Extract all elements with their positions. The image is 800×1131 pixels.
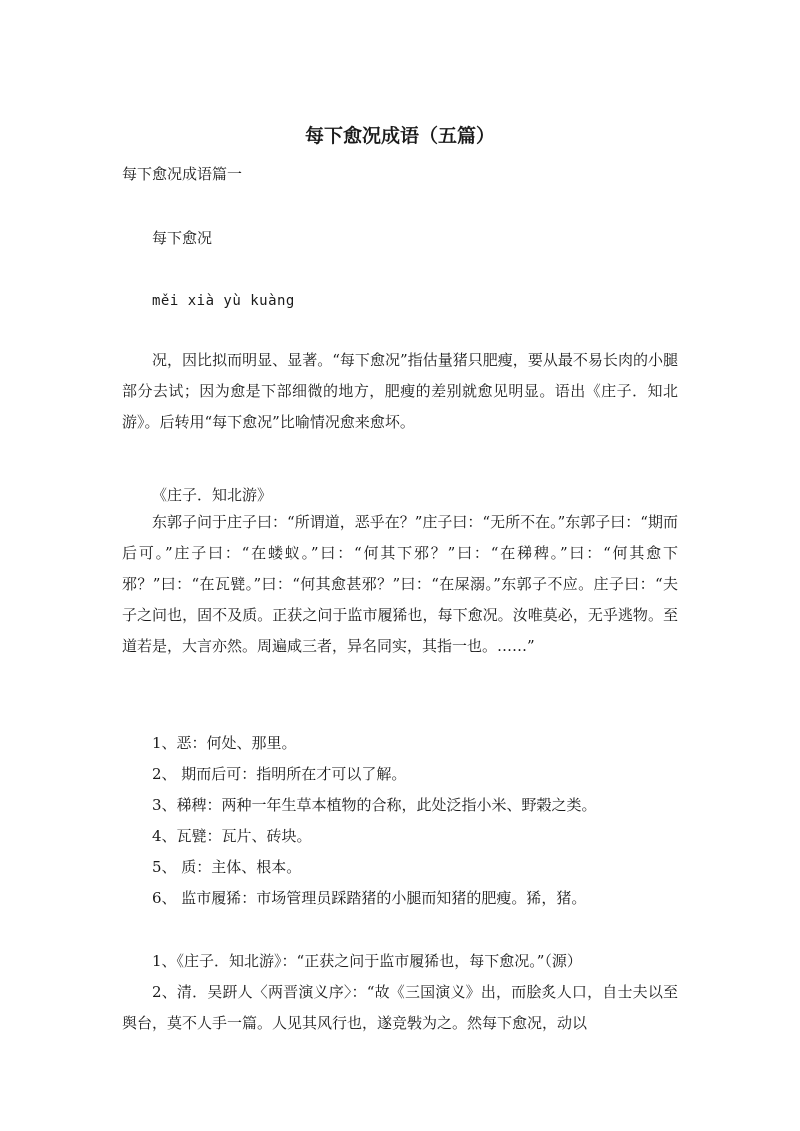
usage-example-1: 1、《庄子．知北游》：“正获之问于监市履狶也，每下愈况。”（源）	[152, 952, 582, 970]
source-text: 东郭子问于庄子曰：“所谓道，恶乎在？”庄子曰：“无所不在。”东郭子曰：“期而后可。”庄子曰：“在蝼蚁。”曰：“何其下邪？”曰：“在稊稗。”曰：“何其愈下邪？”曰：“在瓦甓。”曰：“何其愈甚邪？”曰：“在屎溺。”东郭子不应。庄子曰：“夫子之问也，固不及质。正获之问于监市履狶也，每下愈况。汝唯莫必，无乎逃物。至道若是，大言亦然。周遍咸三者，异名同实，其指一也。……”	[122, 513, 678, 655]
idiom-explanation: 况，因比拟而明显、显著。“每下愈况”指估量猪只肥瘦，要从最不易长肉的小腿部分去试；因为愈是下部细微的地方，肥瘦的差别就愈见明显。语出《庄子．知北游》。后转用“每下愈况”比喻情况愈来愈坏。	[122, 351, 678, 431]
note-item: 2、 期而后可：指明所在才可以了解。	[152, 765, 407, 783]
note-item: 6、 监市履狶：市场管理员踩踏猪的小腿而知猪的肥瘦。狶，猪。	[152, 889, 587, 907]
document-title: 每下愈况成语（五篇）	[304, 125, 495, 147]
source-title: 《庄子．知北游》	[152, 486, 273, 504]
note-item: 4、瓦甓：瓦片、砖块。	[152, 827, 312, 845]
idiom-pinyin: měi xià yù kuàng	[152, 293, 295, 309]
usage-example-2: 2、清．吴趼人〈两晋演义序〉：“故《三国演义》出，而脍炙人口，自士夫以至舆台，莫不人手一篇。人见其风行也，遂竞斅为之。然每下愈况，动以	[122, 983, 678, 1032]
note-item: 1、恶：何处、那里。	[152, 734, 297, 752]
note-item: 3、稊稗：两种一年生草本植物的合称，此处泛指小米、野榖之类。	[152, 796, 597, 814]
section-heading: 每下愈况成语篇一	[122, 165, 243, 183]
note-item: 5、 质：主体、根本。	[152, 858, 302, 876]
idiom-heading: 每下愈况	[152, 229, 213, 247]
